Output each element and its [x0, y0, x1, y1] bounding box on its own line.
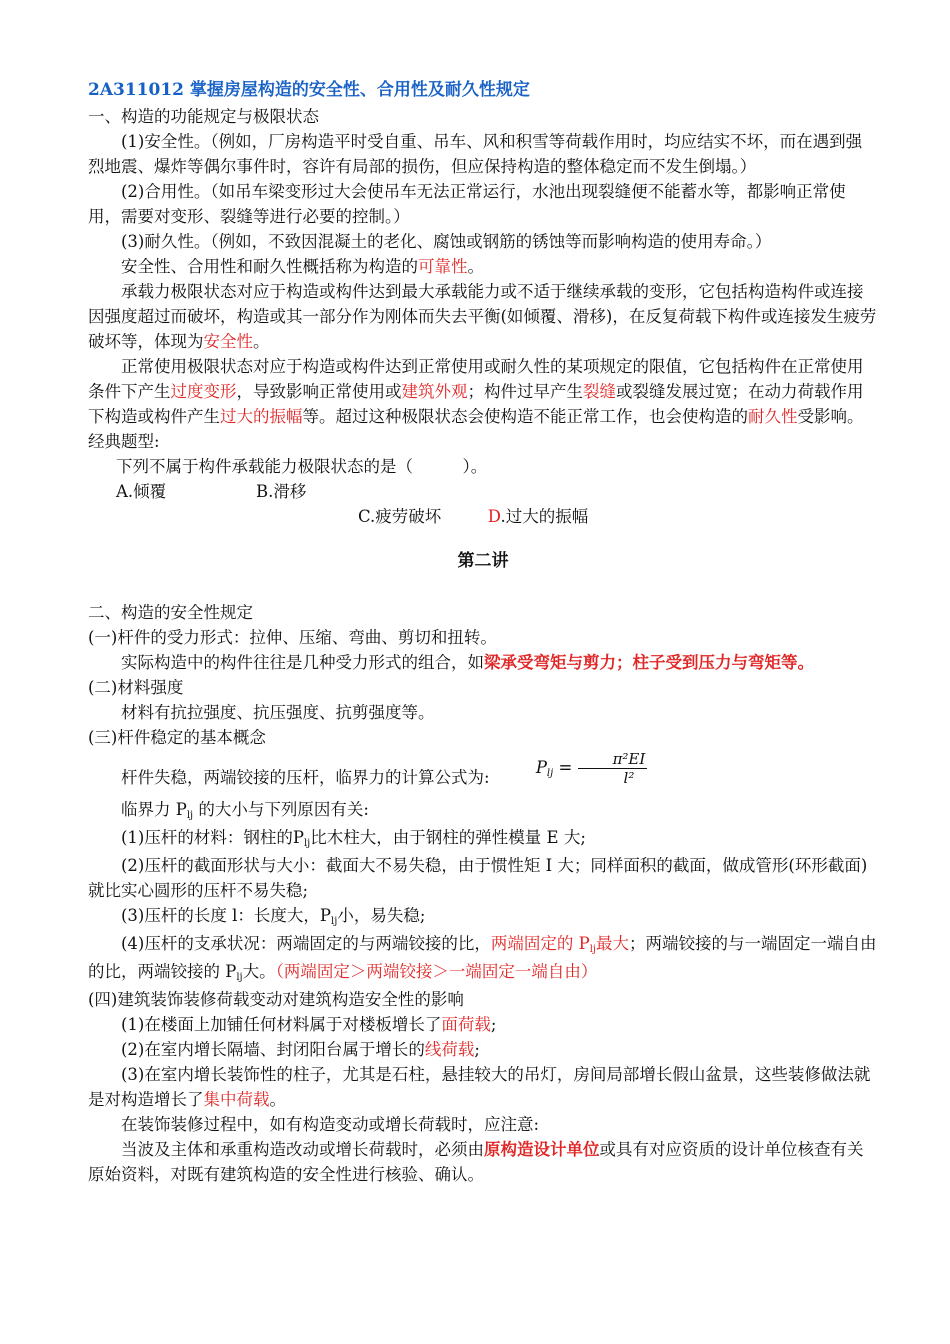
- paragraph-critical-force-factors: 临界力 Plj 的大小与下列原因有关:: [121, 800, 369, 821]
- highlight-safety: 安全性: [203, 332, 253, 351]
- option-c: C.疲劳破坏: [358, 507, 442, 526]
- classic-question-label: 经典题型:: [88, 432, 160, 451]
- paragraph-ultimate-limit-state: 承载力极限状态对应于构造或构件达到最大承载能力或不适于继续承载的变形，它包括构造构件或连接因强度超过而破坏，构造或其一部分作为刚体而失去平衡(如倾覆、滑移)，在反复荷载下构件或连接发生疲劳破坏等，体现为安全性。: [88, 282, 877, 351]
- paragraph-decoration-note: 在装饰装修过程中，如有构造变动或增长荷载时，应注意:: [121, 1115, 540, 1134]
- factor-material: (1)压杆的材料：钢柱的Plj比木柱大，由于钢柱的弹性模量 E 大;: [121, 828, 586, 849]
- subheading-force-forms: (一)杆件的受力形式：拉伸、压缩、弯曲、剪切和扭转。: [88, 628, 497, 647]
- load-line: (2)在室内增长隔墙、封闭阳台属于增长的线荷载;: [121, 1040, 480, 1059]
- paragraph-reliability: 安全性、合用性和耐久性概括称为构造的可靠性。: [121, 257, 484, 276]
- options-row-1: [88, 479, 878, 504]
- question-text: 下列不属于构件承载能力极限状态的是（ ）。: [116, 457, 488, 476]
- load-surface: (1)在楼面上加铺任何材料属于对楼板增长了面荷载;: [121, 1015, 497, 1034]
- paragraph-safety: (1)安全性。（例如，厂房构造平时受自重、吊车、风和积雪等荷载作用时，均应结实不坏，而在遇到强烈地震、爆炸等偶尔事件时，容许有局部的损伤，但应保持构造的整体稳定而不发生倒塌。）: [88, 132, 863, 176]
- option-d: .过大的振幅: [500, 507, 589, 526]
- highlight-reliability: 可靠性: [418, 257, 468, 276]
- highlight-beam-column-forces: 梁承受弯矩与剪力；柱子受到压力与弯矩等。: [484, 653, 814, 672]
- highlight-durability: 耐久性: [748, 407, 798, 426]
- critical-force-formula: Plj = $\frac{\text{π²EI}}{\text{l²}}$: [535, 750, 646, 787]
- document-page: [88, 78, 878, 1187]
- lecture-heading: 第二讲: [457, 551, 509, 571]
- paragraph-serviceability-limit-state: 正常使用极限状态对应于构造或构件达到正常使用或耐久性的某项规定的限值，它包括构件在正常使用条件下产生过度变形，导致影响正常使用或建筑外观；构件过早产生裂缝或裂缝发展过宽；在动力荷载作用下构造或构件产生过大的振幅等。超过这种极限状态会使构造不能正常工作，也会使构造的耐久性受影响。: [88, 357, 864, 426]
- subheading-material-strength: (二)材料强度: [88, 678, 184, 697]
- section-title: 2A311012 掌握房屋构造的安全性、合用性及耐久性规定: [88, 80, 530, 100]
- subheading-stability: (三)杆件稳定的基本概念: [88, 728, 266, 747]
- paragraph-durability: (3)耐久性。（例如，不致因混凝土的老化、腐蚀或钢筋的锈蚀等而影响构造的使用寿命。）: [121, 232, 772, 251]
- highlight-excessive-amplitude: 过大的振幅: [220, 407, 303, 426]
- paragraph-force-combination: 实际构造中的构件往往是几种受力形式的组合，如梁承受弯矩与剪力；柱子受到压力与弯矩等。: [121, 653, 814, 672]
- highlight-cracks: 裂缝: [583, 382, 616, 401]
- factor-section: (2)压杆的截面形状与大小：截面大不易失稳，由于惯性矩 I 大；同样面积的截面，做成管形(环形截面)就比实心圆形的压杆不易失稳;: [88, 856, 868, 900]
- paragraph-critical-force-formula: 杆件失稳，两端铰接的压杆，临界力的计算公式为: Plj = $\frac{\text{π²EI}}{\text{l²}}$: [121, 750, 646, 787]
- option-a: A.倾覆: [116, 482, 167, 501]
- option-d-letter: D: [487, 507, 501, 526]
- highlight-building-appearance: 建筑外观: [401, 382, 468, 401]
- heading-safety-requirements: 二、构造的安全性规定: [88, 603, 253, 622]
- heading-functional-requirements: 一、构造的功能规定与极限状态: [88, 107, 319, 126]
- highlight-excessive-deformation: 过度变形: [170, 382, 237, 401]
- option-b: B.滑移: [256, 482, 307, 501]
- highlight-support-order: （两端固定＞两端铰接＞一端固定一端自由）: [275, 962, 598, 981]
- subheading-decoration-loads: (四)建筑装饰装修荷载变动对建筑构造安全性的影响: [88, 990, 464, 1009]
- highlight-original-designer: 原构造设计单位: [484, 1140, 600, 1159]
- paragraph-original-designer: 当波及主体和承重构造改动或增长荷载时，必须由原构造设计单位或具有对应资质的设计单位核查有关原始资料，对既有建筑构造的安全性进行核验、确认。: [88, 1140, 864, 1184]
- factor-support: (4)压杆的支承状况：两端固定的与两端铰接的比，两端固定的 Plj最大；两端铰接的与一端固定一端自由的比，两端铰接的 Plj大。（两端固定＞两端铰接＞一端固定一端自由）: [88, 934, 877, 983]
- factor-length: (3)压杆的长度 l：长度大，Plj小，易失稳;: [121, 906, 426, 927]
- load-concentrated: (3)在室内增长装饰性的柱子，尤其是石柱，悬挂较大的吊灯，房间局部增长假山盆景，这些装修做法就是对构造增长了集中荷载。: [88, 1065, 871, 1109]
- options-row-2: [88, 504, 878, 529]
- highlight-surface-load: 面荷载: [441, 1015, 491, 1034]
- paragraph-material-strength: 材料有抗拉强度、抗压强度、抗剪强度等。: [121, 703, 435, 722]
- highlight-line-load: 线荷载: [424, 1040, 475, 1059]
- paragraph-serviceability: (2)合用性。（如吊车梁变形过大会使吊车无法正常运行，水池出现裂缝便不能蓄水等，都影响正常使用，需要对变形、裂缝等进行必要的控制。）: [88, 182, 846, 226]
- highlight-concentrated-load: 集中荷载: [203, 1090, 270, 1109]
